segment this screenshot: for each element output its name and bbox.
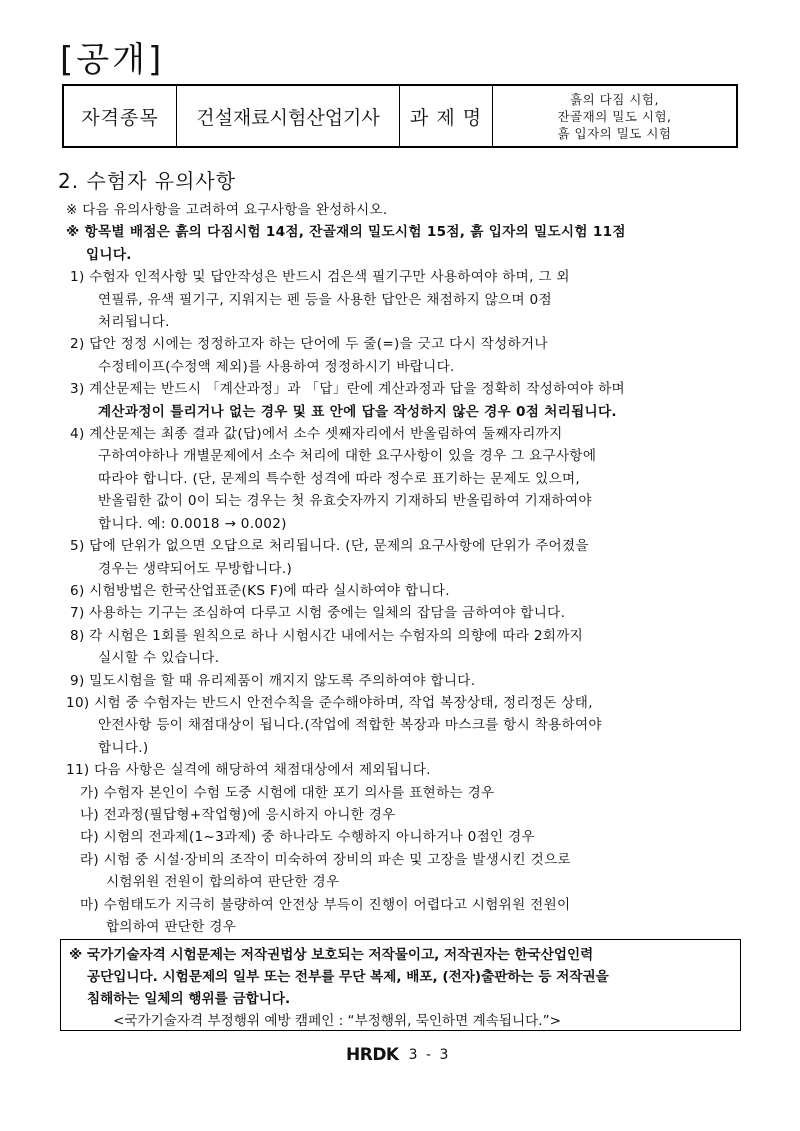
instruction-line: 경우는 생략되어도 무방합니다.) bbox=[98, 560, 293, 577]
value-qualification: 건설재료시험산업기사 bbox=[177, 85, 400, 147]
instruction-line: 2) 답안 정정 시에는 정정하고자 하는 단어에 두 줄(=)을 긋고 다시 작성하거나 bbox=[70, 336, 548, 353]
instruction-line: 9) 밀도시험을 할 때 유리제품이 깨지지 않도록 주의하여야 합니다. bbox=[70, 672, 476, 689]
instruction-line: 따라야 합니다. (단, 문제의 특수한 성격에 따라 정수로 표기하는 문제도 있으며, bbox=[98, 470, 581, 487]
classification-label: [공개] bbox=[60, 40, 165, 80]
instruction-line: 안전사항 등이 채점대상이 됩니다.(작업에 적합한 복장과 마스크를 항시 착용하여야 bbox=[98, 717, 602, 734]
instruction-line: 연필류, 유색 필기구, 지워지는 펜 등을 사용한 답안은 채점하지 않으며 0점 bbox=[98, 291, 552, 308]
notice-line: 침해하는 일체의 행위를 금합니다. bbox=[87, 991, 291, 1007]
instruction-line: 입니다. bbox=[86, 246, 132, 263]
instruction-line: 6) 시험방법은 한국산업표준(KS F)에 따라 실시하여야 합니다. bbox=[70, 582, 450, 599]
instruction-line: 3) 계산문제는 반드시 「계산과정」과 「답」란에 계산과정과 답을 정확히 작성하여야 하며 bbox=[70, 381, 625, 398]
instruction-line: 5) 답에 단위가 없으면 오답으로 처리됩니다. (단, 문제의 요구사항에 단위가 주어졌을 bbox=[70, 538, 589, 555]
instruction-line: 반올림한 값이 0이 되는 경우는 첫 유효숫자까지 기재하되 반올림하여 기재하여야 bbox=[98, 493, 592, 510]
instruction-line: 다) 시험의 전과제(1~3과제) 중 하나라도 수행하지 아니하거나 0점인 경우 bbox=[80, 829, 535, 846]
info-table bbox=[62, 84, 738, 148]
task-line: 흙 입자의 밀도 시험 bbox=[557, 125, 672, 141]
notice-campaign: <국가기술자격 부정행위 예방 캠페인 : “부정행위, 묵인하면 계속됩니다.”> bbox=[113, 1013, 562, 1029]
instruction-line: 가) 수험자 본인이 수험 도중 시험에 대한 포기 의사를 표현하는 경우 bbox=[80, 784, 495, 801]
instruction-line: 계산과정이 틀리거나 없는 경우 및 표 안에 답을 작성하지 않은 경우 0점 처리됩니다. bbox=[98, 403, 617, 420]
instruction-line: 7) 사용하는 기구는 조심하여 다루고 시험 중에는 일체의 잡담을 금하여야 합니다. bbox=[70, 605, 566, 622]
instruction-line: 11) 다음 사항은 실격에 해당하여 채점대상에서 제외됩니다. bbox=[66, 762, 431, 779]
label-qualification: 자격종목 bbox=[63, 85, 177, 147]
label-task: 과 제 명 bbox=[400, 85, 493, 147]
instruction-line: 나) 전과정(필답형+작업형)에 응시하지 아니한 경우 bbox=[80, 806, 396, 823]
instruction-line: 10) 시험 중 수험자는 반드시 안전수칙을 준수해야하며, 작업 복장상태, 정리정돈 상태, bbox=[66, 694, 593, 711]
instruction-line: 실시할 수 있습니다. bbox=[98, 650, 220, 667]
instruction-line: 합니다.) bbox=[98, 739, 149, 756]
page-number: 3 - 3 bbox=[408, 1047, 451, 1063]
instruction-line: 처리됩니다. bbox=[98, 314, 170, 331]
notice-line: ※ 국가기술자격 시험문제는 저작권법상 보호되는 저작물이고, 저작권자는 한국산업인력 bbox=[69, 947, 594, 963]
instructions-body bbox=[66, 199, 756, 938]
hrdk-logo: HRDK bbox=[346, 1045, 399, 1065]
page-footer bbox=[346, 1045, 450, 1065]
notice-line: 공단입니다. 시험문제의 일부 또는 전부를 무단 복제, 배포, (전자)출판하는 등 저작권을 bbox=[87, 969, 609, 985]
instruction-line: 합니다. 예: 0.0018 → 0.002) bbox=[98, 515, 287, 532]
instruction-line: 구하여야하나 개별문제에서 소수 처리에 대한 요구사항이 있을 경우 그 요구사항에 bbox=[98, 448, 597, 465]
instruction-line: 8) 각 시험은 1회를 원칙으로 하나 시험시간 내에서는 수험자의 의향에 따라 2회까지 bbox=[70, 627, 584, 644]
instruction-line: ※ 다음 유의사항을 고려하여 요구사항을 완성하시오. bbox=[66, 202, 388, 218]
copyright-notice bbox=[60, 939, 741, 1031]
instruction-line: 1) 수험자 인적사항 및 답안작성은 반드시 검은색 필기구만 사용하여야 하며, 그 외 bbox=[70, 269, 570, 286]
instruction-line: 마) 수험태도가 지극히 불량하여 안전상 부득이 진행이 어렵다고 시험위원 전원이 bbox=[80, 896, 571, 913]
task-line: 잔골재의 밀도 시험, bbox=[557, 108, 672, 124]
instruction-line: ※ 항목별 배점은 흙의 다짐시험 14점, 잔골재의 밀도시험 15점, 흙 입자의 밀도시험 11점 bbox=[66, 224, 626, 241]
section-title: 2. 수험자 유의사항 bbox=[58, 169, 237, 193]
instruction-line: 수정테이프(수정액 제외)를 사용하여 정정하시기 바랍니다. bbox=[98, 358, 455, 375]
task-line: 흙의 다짐 시험, bbox=[570, 91, 659, 107]
instruction-line: 합의하여 판단한 경우 bbox=[106, 919, 237, 935]
instruction-line: 라) 시험 중 시설·장비의 조작이 미숙하여 장비의 파손 및 고장을 발생시킨 것으로 bbox=[80, 851, 571, 868]
instruction-line: 4) 계산문제는 최종 결과 값(답)에서 소수 셋째자리에서 반올림하여 둘째자리까지 bbox=[70, 426, 563, 443]
value-task bbox=[493, 85, 738, 147]
instruction-line: 시험위원 전원이 합의하여 판단한 경우 bbox=[106, 874, 340, 891]
